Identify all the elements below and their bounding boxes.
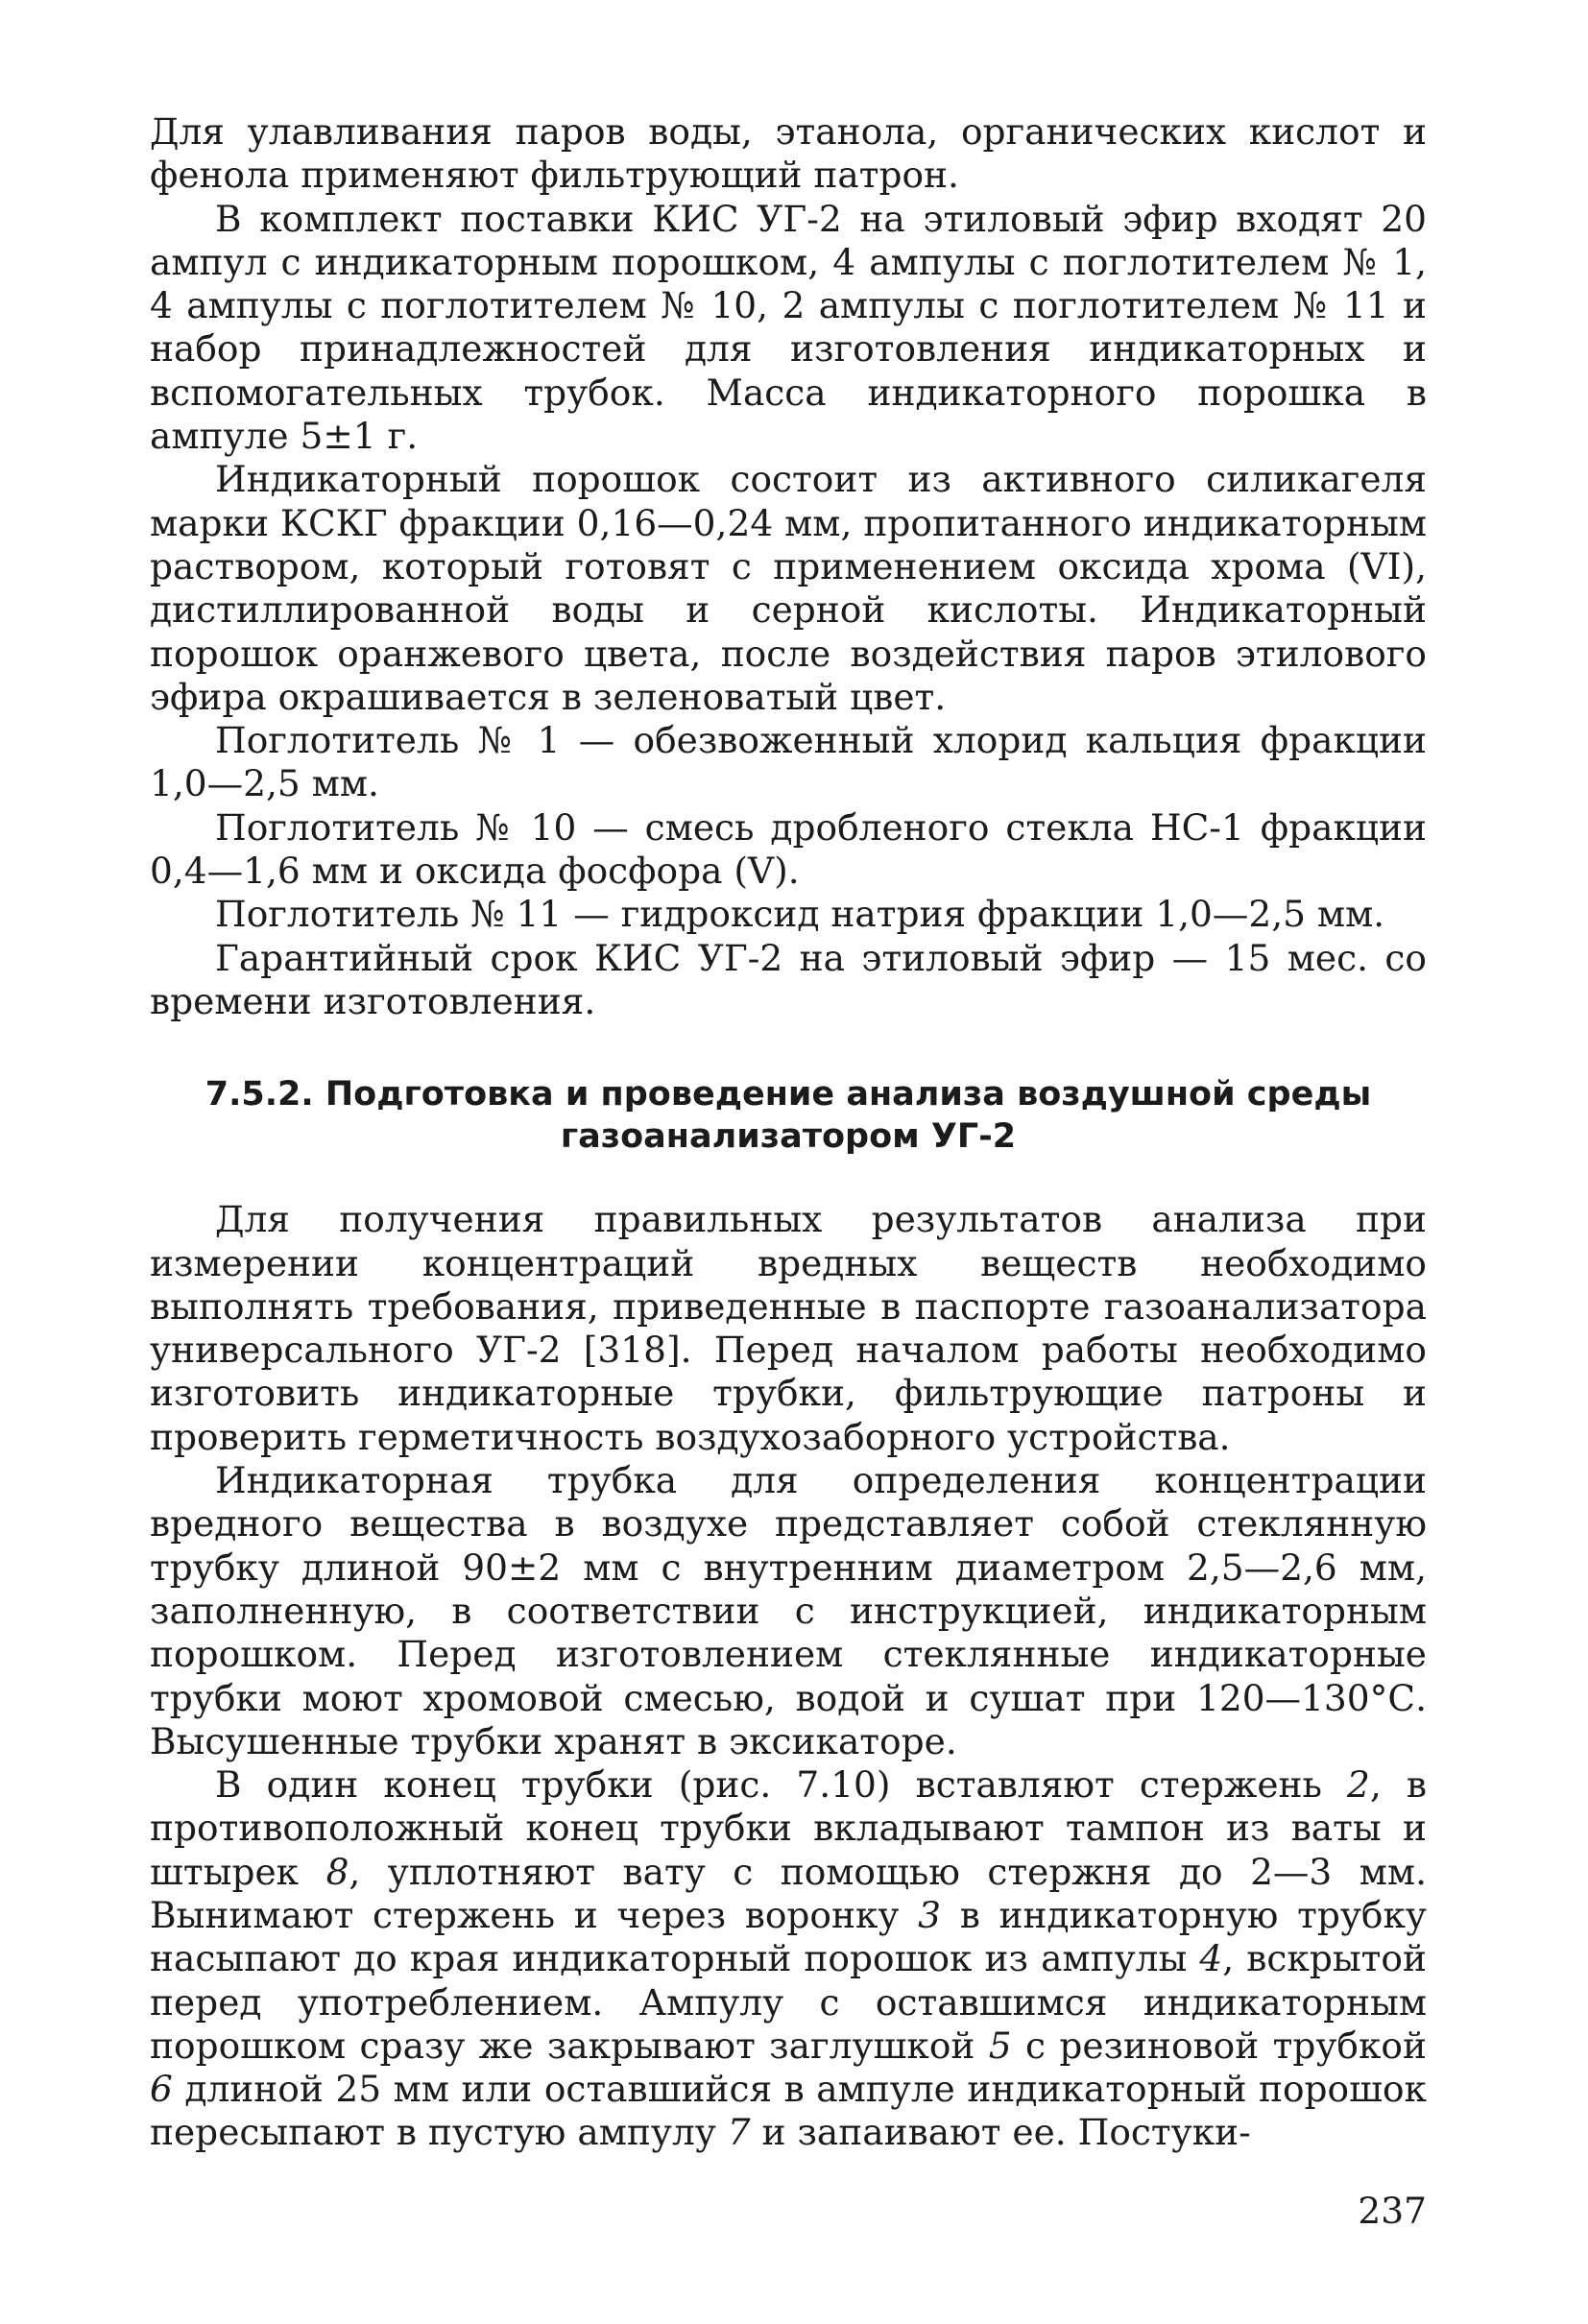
paragraph: Поглотитель № 1 — обезвоженный хлорид кальция фракции 1,0—2,5 мм. bbox=[150, 719, 1427, 805]
paragraph: Индикаторная трубка для определения концентрации вредного вещества в воздухе представляет собой стеклянную трубку длиной 90±2 мм с внутренним диаметром 2,5—2,6 мм, заполненную, в соответствии с инструкцией, индикаторным порошком. Перед изготовлением стеклянные индикаторные трубки моют хромовой смесью, водой и сушат при 120—130°С. Высушенные трубки хранят в эксикаторе. bbox=[150, 1459, 1427, 1762]
text-segment: , вскрытой перед употреблением. Ампулу с оставшимся индикаторным порошком сразу же закрывают заглушкой bbox=[150, 1937, 1427, 2067]
paragraph: Для улавливания паров воды, этанола, органических кислот и фенола применяют фильтрующий патрон. bbox=[150, 110, 1427, 197]
paragraph: Для получения правильных результатов анализа при измерении концентраций вредных веществ необходимо выполнять требования, приведенные в паспорте газоанализатора универсального УГ-2 [318]. Перед началом работы необходимо изготовить индикаторные трубки, фильтрующие патроны и проверить герметичность воздухозаборного устройства. bbox=[150, 1198, 1427, 1458]
paragraph-figure-reference bbox=[150, 1763, 1427, 2155]
section-heading bbox=[150, 1073, 1427, 1158]
page-number: 237 bbox=[1358, 2190, 1427, 2232]
section-heading-line-2: газоанализатором УГ-2 bbox=[560, 1117, 1017, 1157]
figure-ref-number: 4 bbox=[1199, 1937, 1223, 1980]
text-segment: и запаивают ее. Постуки- bbox=[750, 2111, 1251, 2154]
figure-ref-number: 6 bbox=[150, 2068, 173, 2111]
text-segment: длиной 25 мм или оставшийся в ампуле индикаторный порошок пересыпают в пустую ампулу bbox=[150, 2068, 1427, 2154]
paragraph: Поглотитель № 10 — смесь дробленого стекла НС-1 фракции 0,4—1,6 мм и оксида фосфора (V). bbox=[150, 805, 1427, 893]
paragraph: Индикаторный порошок состоит из активного силикагеля марки КСКГ фракции 0,16—0,24 мм, пропитанного индикаторным раствором, который готовят с применением оксида хрома (VI), дистиллированной воды и серной кислоты. Индикаторный порошок оранжевого цвета, после воздействия паров этилового эфира окрашивается в зеленоватый цвет. bbox=[150, 458, 1427, 718]
paragraph: В комплект поставки КИС УГ-2 на этиловый эфир входят 20 ампул с индикаторным порошком, 4 ампулы с поглотителем № 1, 4 ампулы с поглотителем № 10, 2 ампулы с поглотителем № 11 и набор принадлежностей для изготовления индикаторных и вспомогательных трубок. Масса индикаторного порошка в ампуле 5±1 г. bbox=[150, 197, 1427, 458]
figure-ref-number: 5 bbox=[988, 2024, 1012, 2067]
paragraph: Поглотитель № 11 — гидроксид натрия фракции 1,0—2,5 мм. bbox=[215, 893, 1385, 936]
text-segment: , в противоположный конец трубки вкладывают тампон из ваты и штырек bbox=[150, 1763, 1427, 1893]
section-heading-line-1: 7.5.2. Подготовка и проведение анализа воздушной среды bbox=[205, 1075, 1372, 1114]
figure-ref-number: 3 bbox=[918, 1893, 942, 1936]
figure-ref-number: 7 bbox=[727, 2111, 751, 2154]
text-segment: в индикаторную трубку насыпают до края индикаторный порошок из ампулы bbox=[150, 1893, 1427, 1980]
text-segment: с резиновой трубкой bbox=[1011, 2024, 1427, 2067]
text-segment: В один конец трубки (рис. 7.10) вставляют стержень bbox=[215, 1763, 1348, 1807]
page-body bbox=[150, 110, 1427, 2155]
figure-ref-number: 2 bbox=[1347, 1763, 1370, 1807]
text-segment: , уплотняют вату с помощью стержня до 2—3 мм. Вынимают стержень и через воронку bbox=[150, 1850, 1428, 1936]
paragraph: Гарантийный срок КИС УГ-2 на этиловый эфир — 15 мес. со времени изготовления. bbox=[150, 936, 1427, 1022]
figure-ref-number: 8 bbox=[325, 1850, 349, 1893]
